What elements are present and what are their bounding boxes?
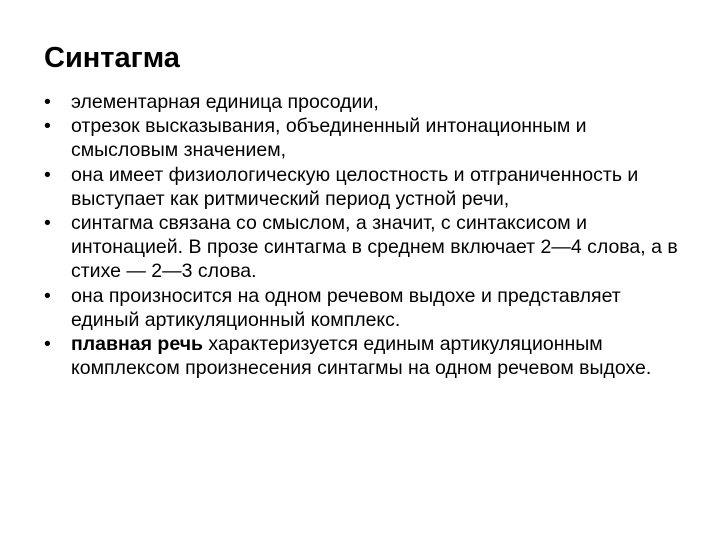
bullet-text: отрезок высказывания, объединенный интонационным и смысловым значением,	[71, 115, 587, 162]
bullet-marker: •	[44, 212, 51, 235]
bullet-marker: •	[44, 115, 51, 138]
bullet-text: синтагма связана со смыслом, а значит, с синтаксисом и интонацией. В прозе синтагма в среднем включает 2—4 слова, а в стихе — 2—3 слова.	[71, 212, 678, 283]
bullet-text: элементарная единица просодии,	[71, 91, 379, 113]
bullet-item	[44, 332, 694, 380]
bullet-marker: •	[44, 333, 51, 356]
bullet-item	[44, 284, 694, 332]
bullet-marker: •	[44, 284, 51, 307]
bullet-marker: •	[44, 91, 51, 113]
bullet-item	[44, 163, 694, 211]
bullet-bold-term: плавная речь	[71, 333, 203, 356]
bullet-text: характеризуется единым артикуляционным комплексом произнесения синтагмы на одном речевом выдохе.	[71, 333, 652, 380]
bullet-text: она имеет физиологическую целостность и отграниченность и выступает как ритмический период устной речи,	[71, 163, 639, 210]
slide-title: Синтагма	[44, 42, 180, 74]
bullet-item	[44, 114, 694, 162]
bullet-item	[44, 90, 694, 114]
bullet-item	[44, 211, 694, 284]
bullet-marker: •	[44, 163, 51, 186]
bullet-list	[44, 90, 694, 380]
bullet-text: она произносится на одном речевом выдохе и представляет единый артикуляционный комплекс.	[71, 284, 621, 331]
